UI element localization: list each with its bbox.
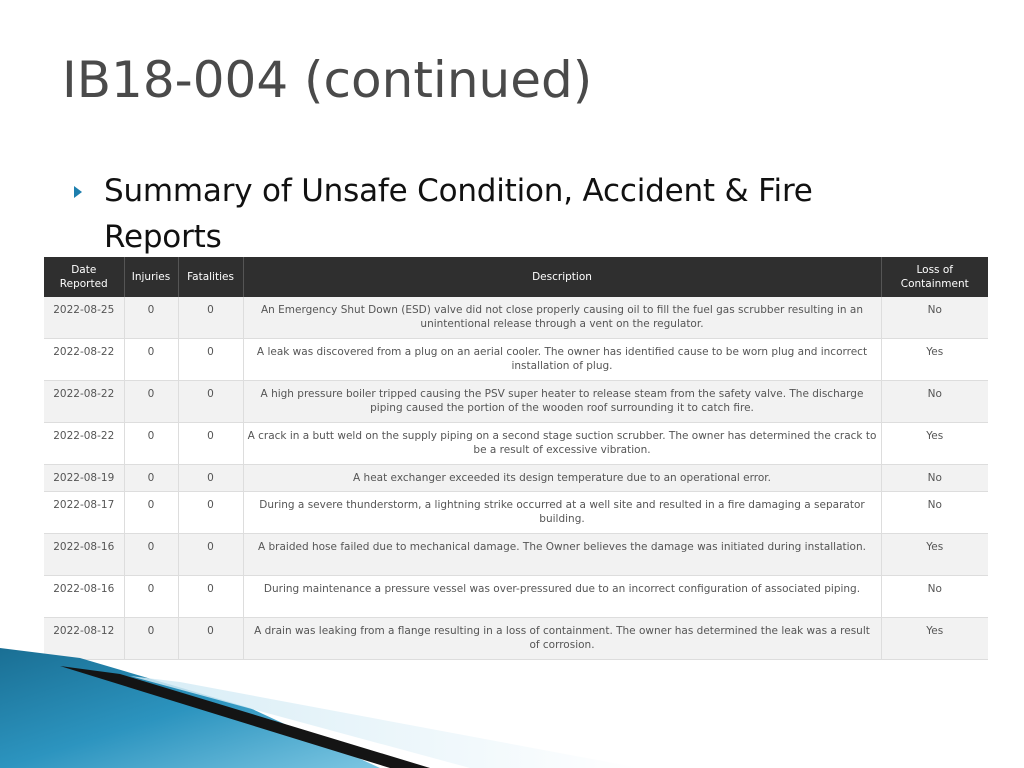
cell-date: 2022-08-22 <box>44 381 124 423</box>
cell-loss: No <box>881 465 988 492</box>
cell-description: A crack in a butt weld on the supply piping on a second stage suction scrubber. The owner has determined the crack to be a result of excessive vibration. <box>243 423 881 465</box>
cell-injuries: 0 <box>124 423 178 465</box>
header-injuries: Injuries <box>124 257 178 297</box>
cell-description: A drain was leaking from a flange resulting in a loss of containment. The owner has determined the leak was a result of corrosion. <box>243 618 881 660</box>
reports-table <box>44 257 988 660</box>
cell-date: 2022-08-22 <box>44 423 124 465</box>
table-row <box>44 297 988 339</box>
cell-loss: No <box>881 381 988 423</box>
cell-loss: Yes <box>881 534 988 576</box>
cell-description: During maintenance a pressure vessel was over-pressured due to an incorrect configuration of associated piping. <box>243 576 881 618</box>
bullet-arrow-icon <box>74 186 82 198</box>
cell-loss: Yes <box>881 618 988 660</box>
cell-description: A high pressure boiler tripped causing the PSV super heater to release steam from the safety valve. The discharge piping caused the portion of the wooden roof surrounding it to catch fire. <box>243 381 881 423</box>
cell-date: 2022-08-19 <box>44 465 124 492</box>
table-row <box>44 576 988 618</box>
cell-fatalities: 0 <box>178 465 243 492</box>
header-loss-of-containment: Loss of Containment <box>881 257 988 297</box>
cell-fatalities: 0 <box>178 339 243 381</box>
table-row <box>44 381 988 423</box>
cell-injuries: 0 <box>124 339 178 381</box>
cell-description: A leak was discovered from a plug on an aerial cooler. The owner has identified cause to be worn plug and incorrect installation of plug. <box>243 339 881 381</box>
cell-injuries: 0 <box>124 618 178 660</box>
slide-title: IB18-004 (continued) <box>62 51 593 109</box>
header-description: Description <box>243 257 881 297</box>
cell-loss: Yes <box>881 339 988 381</box>
swoosh-teal-shape <box>0 648 380 768</box>
cell-description: A heat exchanger exceeded its design temperature due to an operational error. <box>243 465 881 492</box>
cell-date: 2022-08-25 <box>44 297 124 339</box>
cell-loss: No <box>881 492 988 534</box>
table-row <box>44 465 988 492</box>
cell-date: 2022-08-22 <box>44 339 124 381</box>
cell-injuries: 0 <box>124 534 178 576</box>
cell-description: A braided hose failed due to mechanical damage. The Owner believes the damage was initiated during installation. <box>243 534 881 576</box>
reports-table-container <box>44 257 988 657</box>
cell-fatalities: 0 <box>178 618 243 660</box>
cell-fatalities: 0 <box>178 423 243 465</box>
cell-loss: No <box>881 297 988 339</box>
cell-fatalities: 0 <box>178 381 243 423</box>
cell-fatalities: 0 <box>178 492 243 534</box>
table-row <box>44 423 988 465</box>
cell-injuries: 0 <box>124 381 178 423</box>
cell-date: 2022-08-16 <box>44 576 124 618</box>
cell-date: 2022-08-16 <box>44 534 124 576</box>
cell-injuries: 0 <box>124 492 178 534</box>
table-row <box>44 339 988 381</box>
table-header-row <box>44 257 988 297</box>
cell-date: 2022-08-12 <box>44 618 124 660</box>
bullet-text: Summary of Unsafe Condition, Accident & Fire Reports <box>104 173 813 255</box>
cell-date: 2022-08-17 <box>44 492 124 534</box>
header-fatalities: Fatalities <box>178 257 243 297</box>
cell-fatalities: 0 <box>178 576 243 618</box>
cell-description: During a severe thunderstorm, a lightning strike occurred at a well site and resulted in a fire damaging a separator building. <box>243 492 881 534</box>
cell-injuries: 0 <box>124 297 178 339</box>
table-row <box>44 534 988 576</box>
cell-loss: No <box>881 576 988 618</box>
cell-injuries: 0 <box>124 465 178 492</box>
cell-loss: Yes <box>881 423 988 465</box>
cell-fatalities: 0 <box>178 297 243 339</box>
cell-fatalities: 0 <box>178 534 243 576</box>
table-row <box>44 492 988 534</box>
decorative-swoosh <box>0 638 640 768</box>
cell-injuries: 0 <box>124 576 178 618</box>
cell-description: An Emergency Shut Down (ESD) valve did not close properly causing oil to fill the fuel gas scrubber resulting in an unintentional release through a vent on the regulator. <box>243 297 881 339</box>
header-date-reported: Date Reported <box>44 257 124 297</box>
